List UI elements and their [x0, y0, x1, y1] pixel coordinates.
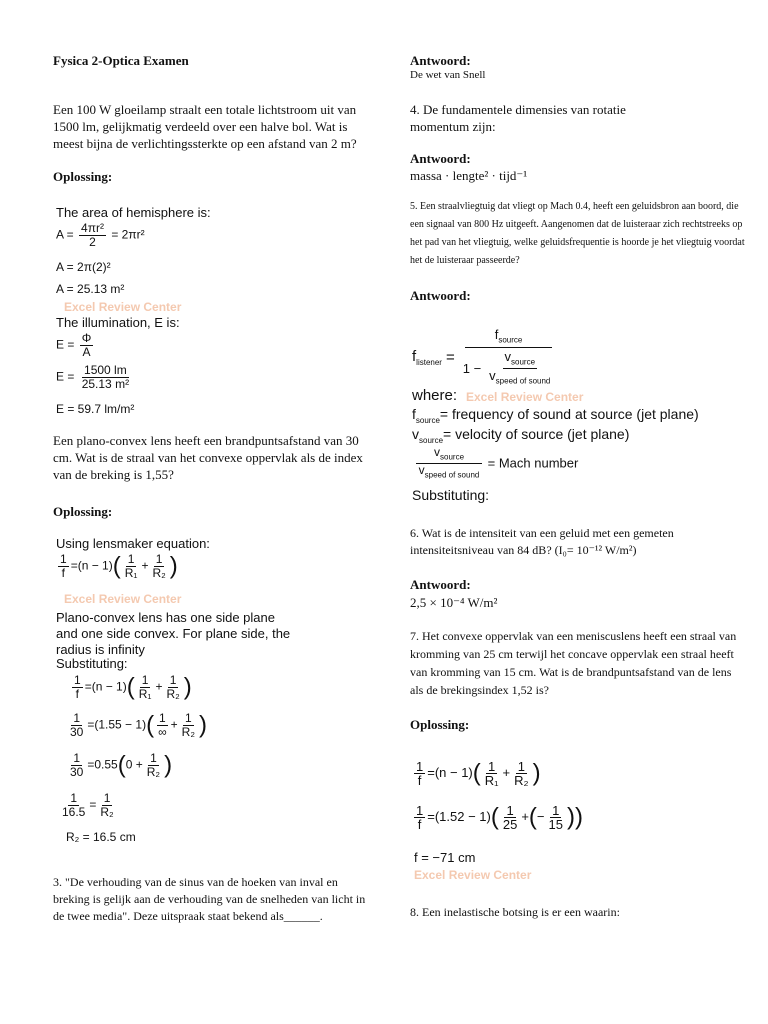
- watermark: Excel Review Center: [414, 868, 532, 882]
- question-5: 5. Een straalvliegtuig dat vliegt op Mach 0.4, heeft een geluidsbron aan boord, die een signaal van 800 Hz uitgeeft. Aangenomen dat de luisteraar zich rechtstreeks op het pad van het vliegtuig, welke geluidsfrequentie is hoorde je het vliegtuig voordat het de luisteraar passeerde?: [410, 201, 745, 266]
- meniscus-equation-1: $\frac{1}{f}$ =(n − 1)( $\frac{1}{\text{R₁}}$ + $\frac{1}{\text{R₂}}$ ): [416, 759, 541, 788]
- question-7: 7. Het convexe oppervlak van een meniscuslens heeft een straal van kromming van 25 cm terwijl het concave oppervlak een straal heeft van kromming van 15 cm. Wat is de brandpuntsafstand van de lens als de brekingsindex 1,52 is?: [410, 629, 737, 697]
- watermark: Excel Review Center: [466, 390, 584, 404]
- question-3: 3. "De verhouding van de sinus van de hoeken van inval en breking is gelijk aan de verhouding van de snelheden van licht in de twee media". Deze uitspraak staat bekend als______.: [53, 875, 366, 923]
- doppler-equation: $f_{listener}$ = $f_{source}$ 1 − $\frac{v_{source}}{v_{speed of sound}}$: [412, 327, 551, 386]
- substituting-label: Substituting:: [56, 656, 128, 671]
- answer-label-6: Antwoord:: [410, 577, 471, 592]
- answer-3: De wet van Snell: [410, 69, 486, 81]
- solution-label-2: Oplossing:: [53, 504, 113, 519]
- area-equation-1: A = $\frac{\text{4πr²}}{2}$ = 2πr²: [56, 221, 145, 249]
- area-heading: The area of hemisphere is:: [56, 205, 211, 220]
- question-4: 4. De fundamentele dimensies van rotatie momentum zijn:: [410, 102, 626, 134]
- area-equation-2: A = 2π(2)²: [56, 260, 111, 274]
- lensmaker-heading: Using lensmaker equation:: [56, 536, 210, 551]
- question-2: Een plano-convex lens heeft een brandpuntsafstand van 30 cm. Wat is de straal van het convexe oppervlak als de index van de breking is 1,55?: [53, 433, 363, 482]
- substitution-step-3: $\frac{1}{30}$ =0.55(0 + $\frac{1}{\text{R₂}}$ ): [70, 751, 173, 779]
- question-1: Een 100 W gloeilamp straalt een totale lichtstroom uit van 1500 lm, gelijkmatig verdeeld over een halve bol. Wat is meest bijna de verlichtingssterkte op een afstand van 2 m?: [53, 102, 357, 151]
- answer-6: 2,5 × 10⁻⁴ W/m²: [410, 595, 498, 610]
- question-6: 6. Wat is de intensiteit van een geluid met een gemeten intensiteitsniveau van 84 dB? (I₀= 10⁻¹² W/m²): [410, 526, 674, 557]
- radius-result: R₂ = 16.5 cm: [66, 830, 136, 844]
- plano-convex-note: Plano-convex lens has one side plane and one side convex. For plane side, the radius is infinity: [56, 610, 291, 657]
- page-title: Fysica 2-Optica Examen: [53, 53, 189, 68]
- solution-label-7: Oplossing:: [410, 717, 470, 732]
- where-label: where:: [412, 387, 458, 404]
- watermark: Excel Review Center: [64, 592, 182, 606]
- answer-label-5: Antwoord:: [410, 288, 471, 303]
- question-8: 8. Een inelastische botsing is er een waarin:: [410, 905, 620, 919]
- definition-mach: $\frac{v_{source}}{v_{speed of sound}}$ = Mach number: [414, 446, 578, 482]
- answer-label-4: Antwoord:: [410, 151, 471, 166]
- area-equation-3: A = 25.13 m²: [56, 282, 125, 296]
- meniscus-equation-2: $\frac{1}{f}$ =(1.52 − 1)( $\frac{1}{25}$ +(− $\frac{1}{15}$ )): [416, 803, 583, 832]
- watermark: Excel Review Center: [64, 300, 182, 314]
- definition-fsource: $f_{source}=$ frequency of sound at source (jet plane): [412, 406, 699, 425]
- answer-label-3: Antwoord:: [410, 53, 471, 68]
- substitution-step-2: $\frac{1}{30}$ =(1.55 − 1)( $\frac{1}{\infty}$ + $\frac{1}{\text{R₂}}$ ): [70, 711, 207, 739]
- substituting-label-right: Substituting:: [412, 487, 490, 503]
- lensmaker-equation: $\frac{1}{f}$ =(n − 1)( $\frac{1}{\text{R₁}}$ + $\frac{1}{\text{R₂}}$ ): [60, 552, 178, 580]
- solution-label-1: Oplossing:: [53, 169, 113, 184]
- definition-vsource: $v_{source}=$ velocity of source (jet plane): [412, 426, 630, 445]
- substitution-step-1: $\frac{1}{f}$ =(n − 1)( $\frac{1}{\text{R₁}}$ + $\frac{1}{\text{R₂}}$ ): [74, 673, 192, 701]
- illumination-equation-2: E = $\frac{1500 lm}{\text{25.13 m²}}$: [56, 363, 130, 391]
- answer-4: massa · lengte² · tijd⁻¹: [410, 168, 528, 183]
- meniscus-result: f = −71 cm: [414, 850, 476, 865]
- substitution-step-4: $\frac{1}{16.5}$ = $\frac{1}{\text{R₂}}$: [62, 791, 114, 819]
- illumination-heading: The illumination, E is:: [56, 315, 180, 330]
- illumination-equation-3: E = 59.7 lm/m²: [56, 402, 135, 416]
- illumination-equation-1: E = $\frac{\Phi}{A}$: [56, 331, 92, 359]
